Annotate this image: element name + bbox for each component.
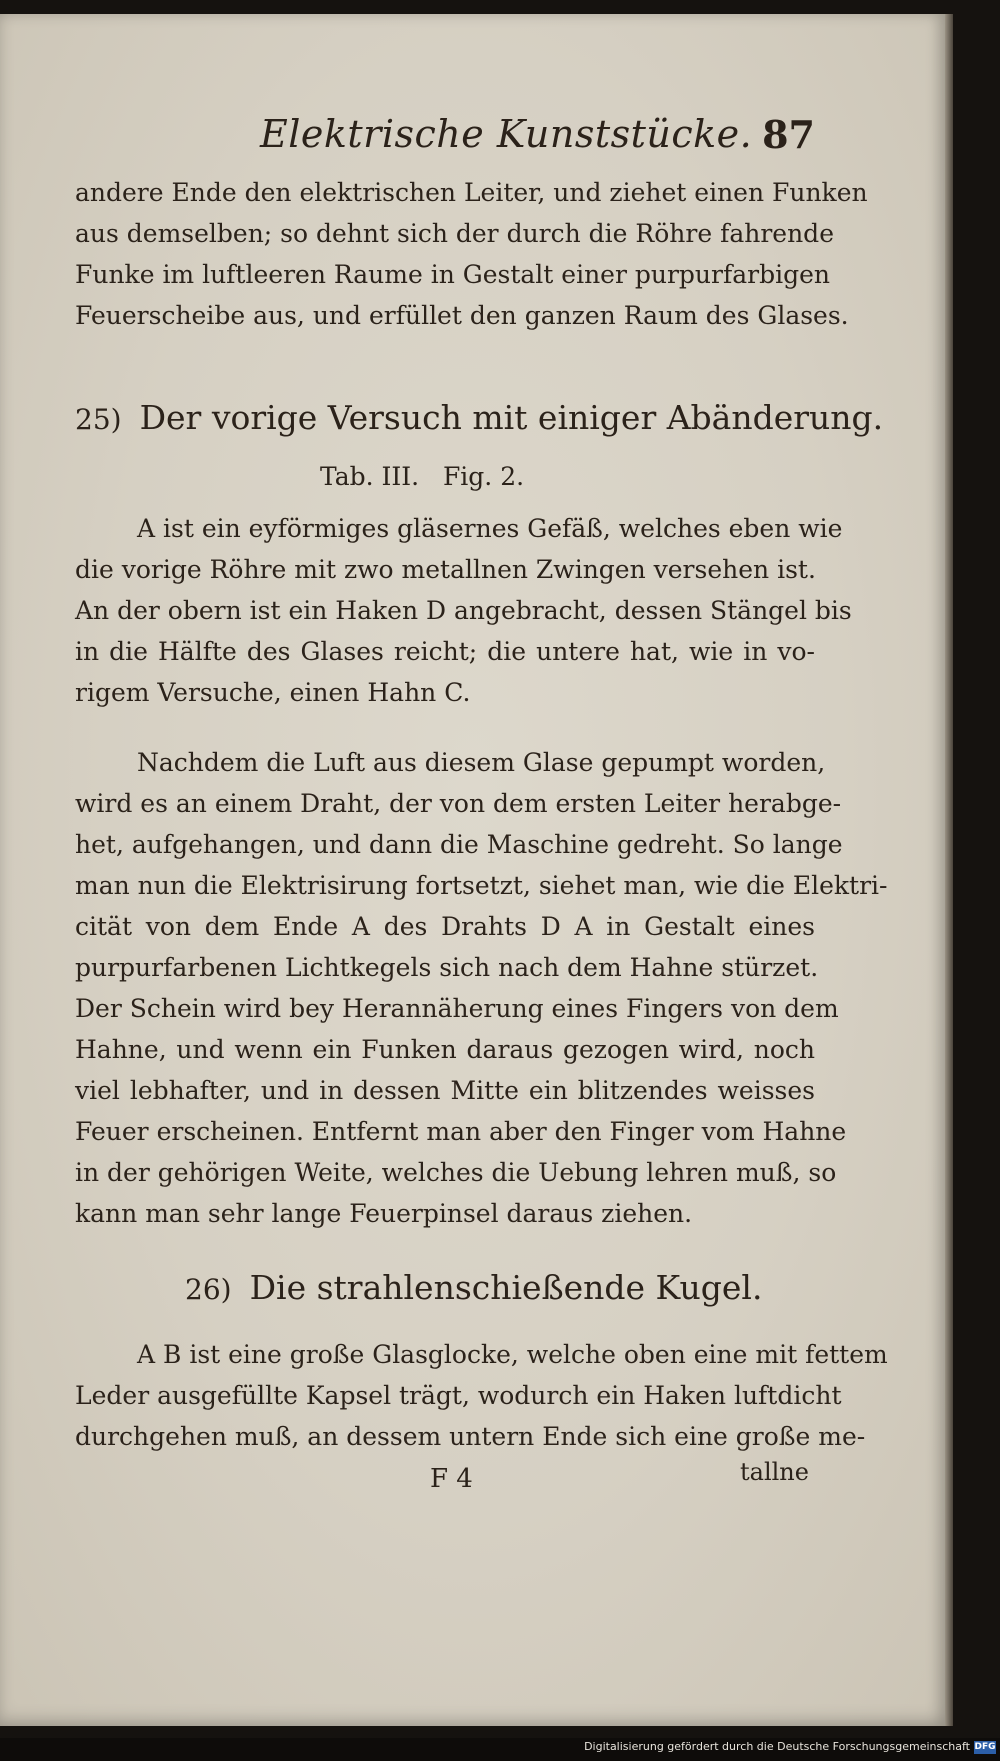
- text-line: het, aufgehangen, und dann die Maschine gedreht. So lange: [75, 830, 843, 859]
- text-line: in die Hälfte des Glases reicht; die untere hat, wie in vo-: [75, 637, 815, 666]
- section25-paragraph-2: [75, 742, 888, 1234]
- signature-mark: F 4: [430, 1464, 473, 1494]
- section-heading-26: [185, 1268, 762, 1307]
- text-line: Der Schein wird bey Herannäherung eines Fingers von dem: [75, 994, 839, 1023]
- catchword: tallne: [740, 1458, 809, 1486]
- section25-paragraph-1: [75, 508, 852, 713]
- text-line: Leder ausgefüllte Kapsel trägt, wodurch ein Haken luftdicht: [75, 1381, 842, 1410]
- text-line: durchgehen muß, an dessem untern Ende sich eine große me-: [75, 1422, 866, 1451]
- section-number: 25): [75, 403, 122, 436]
- text-line: in der gehörigen Weite, welches die Uebung lehren muß, so: [75, 1158, 837, 1187]
- section-heading-25: [75, 398, 883, 437]
- text-line: Feuer erscheinen. Entfernt man aber den Finger vom Hahne: [75, 1117, 847, 1146]
- text-line: cität von dem Ende A des Drahts D A in Gestalt eines: [75, 912, 815, 941]
- text-line: A ist ein eyförmiges gläsernes Gefäß, welches eben wie: [137, 514, 843, 543]
- running-title: Elektrische Kunststücke.: [260, 112, 753, 156]
- text-line: andere Ende den elektrischen Leiter, und ziehet einen Funken: [75, 178, 868, 207]
- section-title: Die strahlenschießende Kugel.: [249, 1268, 763, 1307]
- text-line: Feuerscheibe aus, und erfüllet den ganzen Raum des Glases.: [75, 301, 849, 330]
- section-title: Der vorige Versuch mit einiger Abänderung.: [139, 398, 884, 437]
- running-head: [75, 112, 815, 162]
- text-line: A B ist eine große Glasglocke, welche oben eine mit fettem: [137, 1340, 888, 1369]
- text-line: rigem Versuche, einen Hahn C.: [75, 678, 471, 707]
- text-line: aus demselben; so dehnt sich der durch die Röhre fahrende: [75, 219, 834, 248]
- digitization-credit: Digitalisierung gefördert durch die Deutsche Forschungsgemeinschaft: [584, 1740, 970, 1753]
- section-number: 26): [185, 1273, 232, 1306]
- page-number: 87: [762, 112, 815, 157]
- text-line: Nachdem die Luft aus diesem Glase gepumpt worden,: [137, 748, 826, 777]
- text-line: man nun die Elektrisirung fortsetzt, siehet man, wie die Elektri-: [75, 871, 888, 900]
- text-line: viel lebhafter, und in dessen Mitte ein blitzendes weisses: [75, 1076, 815, 1105]
- text-line: Hahne, und wenn ein Funken daraus gezogen wird, noch: [75, 1035, 815, 1064]
- figure-reference: Tab. III. Fig. 2.: [320, 462, 525, 491]
- page-edge: [945, 14, 953, 1726]
- dfg-logo-badge: DFG: [974, 1742, 996, 1752]
- text-line: purpurfarbenen Lichtkegels sich nach dem Hahne stürzet.: [75, 953, 819, 982]
- text-line: wird es an einem Draht, der von dem ersten Leiter herabge-: [75, 789, 842, 818]
- text-line: die vorige Röhre mit zwo metallnen Zwingen versehen ist.: [75, 555, 816, 584]
- section26-paragraph-1: [75, 1334, 888, 1457]
- text-line: kann man sehr lange Feuerpinsel daraus ziehen.: [75, 1199, 693, 1228]
- text-line: Funke im luftleeren Raume in Gestalt einer purpurfarbigen: [75, 260, 830, 289]
- text-line: An der obern ist ein Haken D angebracht, dessen Stängel bis: [75, 596, 852, 625]
- intro-paragraph: [75, 172, 868, 336]
